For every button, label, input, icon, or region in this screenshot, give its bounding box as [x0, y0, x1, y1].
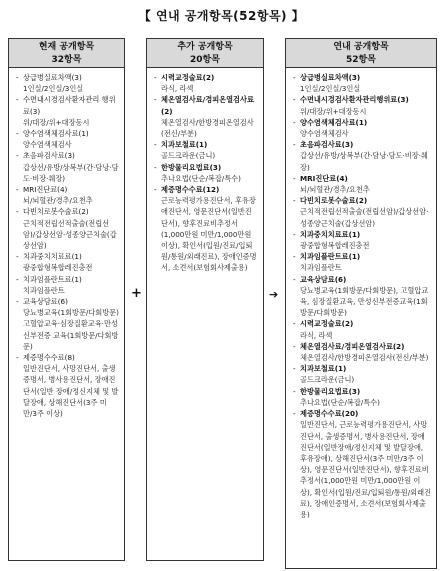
- column-header-title: 연내 공개항목: [333, 42, 389, 52]
- item-title: - 한방물리요법료(3): [300, 386, 361, 396]
- column-header-count: 52항목: [346, 55, 376, 65]
- list-item: [293, 94, 431, 116]
- item-detail: 체온열검사/한방경피온열검사(전신/부분): [300, 353, 429, 363]
- list-item: [293, 274, 431, 319]
- column-header-title: 추가 공개항목: [177, 42, 233, 52]
- item-detail: 치과임플란트: [300, 263, 342, 273]
- item-title: - MRI진단료(4): [300, 173, 348, 183]
- item-title: - 제증명수수료(20): [300, 409, 359, 419]
- list-item: [16, 150, 119, 184]
- item-detail: 위/대장/위+대장동시: [23, 117, 90, 127]
- item-title: - 체온열검사료/경피온열검사료(2): [300, 341, 405, 351]
- list-item: [293, 139, 431, 173]
- item-detail: 라식, 라섹: [300, 330, 333, 340]
- list-item: [16, 206, 119, 251]
- item-detail: 위/대장/위+대장동시: [300, 106, 367, 116]
- list-item: [154, 72, 258, 94]
- list-item: [16, 274, 119, 296]
- column-header-count: 20항목: [190, 55, 220, 65]
- item-detail: 뇌/뇌혈관/경추/요천추: [300, 185, 370, 195]
- item-detail: 뇌/뇌혈관/경추/요천추: [23, 196, 93, 206]
- list-item: [293, 363, 431, 385]
- item-title: - 초음파검사료(3): [300, 140, 354, 150]
- item-title: - 한방물리요법료(3): [161, 162, 222, 172]
- item-list: [16, 72, 119, 419]
- item-detail: 추나요법(단순/복잡/특수): [161, 173, 241, 183]
- page-title: 【 연내 공개항목(52항목) 】: [138, 9, 305, 23]
- item-title: - 치과보철료(1): [161, 140, 208, 150]
- item-detail: 일반진단서, 근로능력평가용진단서, 사망진단서, 출생증명서, 병사용진단서, 장애진단서(일반장애/정신지체 및 발달장애, 후유장애), 상해진단서(3주 미만/3주 이상), 영문진단서(일반진단서), 향후진료비추정서(1,000만원 미만/1,000만원 이상), 확인서(입원/진료/입퇴원/통원/외래진료), 장애인증명서, 소견서(보험회사제출용): [300, 420, 431, 519]
- item-title: - 치과중치치료료(1): [300, 229, 361, 239]
- column-header-title: 현재 공개항목: [38, 42, 95, 52]
- item-detail: 1인실/2인실/3인실: [23, 84, 84, 94]
- list-item: [293, 386, 431, 408]
- list-item: [293, 117, 431, 139]
- list-item: [16, 296, 119, 352]
- item-title: - 다빈치로봇수술료(2): [23, 207, 89, 217]
- item-detail: 광중합형복합레진충전: [23, 263, 93, 273]
- item-detail: 갑상선/유방/상복부(간·담낭·담도·비장·췌장): [23, 162, 119, 183]
- item-title: - 체온열검사료/경피온열검사료(2): [161, 95, 254, 116]
- list-item: [293, 251, 431, 273]
- list-item: [154, 94, 258, 139]
- item-title: - 다빈치로봇수술료(2): [300, 196, 368, 206]
- column-header: [147, 39, 263, 68]
- item-title: - 교육상담료(6): [300, 274, 347, 284]
- list-item: [154, 184, 258, 274]
- list-item: [293, 341, 431, 363]
- item-title: - 시력교정술료(2): [161, 73, 215, 82]
- list-item: [16, 184, 119, 206]
- item-title: - 상급병실료차액(3): [23, 73, 82, 82]
- item-title: - 제증명수수료(12): [161, 185, 220, 195]
- list-item: [293, 229, 431, 251]
- item-detail: 양수염색체검사: [23, 140, 72, 150]
- item-detail: 근로능력평가용진단서, 후유장애진단서, 영문진단서(일반진단서), 향후진료비추정서(1,000만원 미만/1,000만원 이상), 확인서(입원/진료/입퇴원/통원/외래진료), 장애인증명서, 소견서(보험회사제출용): [161, 196, 257, 273]
- column-header: [286, 39, 436, 68]
- annual-items-column: [285, 38, 437, 569]
- item-detail: 골드크라운(금니): [300, 375, 355, 385]
- item-title: - 시력교정술료(2): [300, 319, 354, 329]
- list-item: [154, 162, 258, 184]
- item-title: - 치과중치치료료(1): [23, 252, 82, 262]
- item-detail: 갑상선/유방/상복부(간·담낭·담도·비장·췌장): [300, 151, 428, 172]
- item-detail: 추나요법(단순/복잡/특수): [300, 397, 380, 407]
- item-detail: 당뇨병교육(1회방문/다회방문), 고혈압교육, 심장질환교육, 만성신부전증교육(1회방문/다회방문): [300, 285, 429, 318]
- list-item: [293, 408, 431, 520]
- column-header-count: 32항목: [51, 55, 82, 65]
- item-detail: 1인실/2인실/3인실: [300, 84, 361, 94]
- item-title: - 수면내시경검사환자관리행위료(3): [300, 95, 409, 105]
- item-title: - 양수염색체검사료(1): [300, 117, 368, 127]
- item-title: - 치과임플란트료(1): [300, 252, 361, 262]
- item-title: - 치과보철료(1): [300, 364, 347, 374]
- item-detail: 골드크라운(금니): [161, 151, 216, 161]
- item-detail: 체온열검사/한방경피온열검사(전신/부분): [161, 117, 254, 139]
- item-detail: 광중합형복합레진충전: [300, 241, 370, 251]
- item-detail: 양수염색체검사: [300, 129, 349, 139]
- item-title: - 초음파검사료(3): [23, 151, 75, 161]
- item-title: - 양수염색체검사료(1): [23, 129, 89, 139]
- item-title: - 교육상담료(6): [23, 297, 68, 307]
- list-item: [293, 72, 431, 94]
- item-title: - MRI진단료(4): [23, 185, 68, 195]
- list-item: [16, 94, 119, 128]
- list-item: [16, 251, 119, 273]
- list-item: [16, 352, 119, 419]
- item-title: - 상급병실료차액(3): [300, 73, 361, 82]
- item-title: - 수면내시경검사환자관리 행위료(3): [23, 95, 116, 116]
- list-item: [16, 128, 119, 150]
- added-items-column: [146, 38, 264, 561]
- item-detail: 근치적전립선적출술(전립선암)/갑상선암·성종양근치술(갑상선암): [300, 207, 429, 228]
- item-detail: 근치적전립선적출술(전립선암)/갑상선암·성종양근치술(갑상선암): [23, 218, 117, 251]
- list-item: [293, 195, 431, 229]
- item-list: [154, 72, 258, 274]
- item-detail: 라식, 라섹: [161, 84, 194, 94]
- list-item: [16, 72, 119, 94]
- item-detail: 일반진단서, 사망진단서, 출생증명서, 병사용진단서, 장애진단서(일반 장애/정신지체 및 발달장애, 상해진단서(3주 미만/3주 이상): [23, 364, 119, 419]
- column-header: [9, 39, 124, 68]
- item-detail: 치과임플란트: [23, 285, 65, 295]
- item-list: [293, 72, 431, 520]
- item-title: - 제증명수수료(8): [23, 353, 75, 363]
- arrow-operator: ➔: [269, 288, 279, 301]
- item-detail: 당뇨병교육(1회방문/다회방문) 고혈압교육·심장질환교육·만성신부전증 교육(1회방문/다회방문): [23, 308, 119, 351]
- item-title: - 치과임플란트료(1): [23, 274, 82, 284]
- list-item: [293, 173, 431, 195]
- current-items-column: [8, 38, 125, 561]
- list-item: [154, 139, 258, 161]
- list-item: [293, 318, 431, 340]
- plus-operator: +: [131, 286, 142, 301]
